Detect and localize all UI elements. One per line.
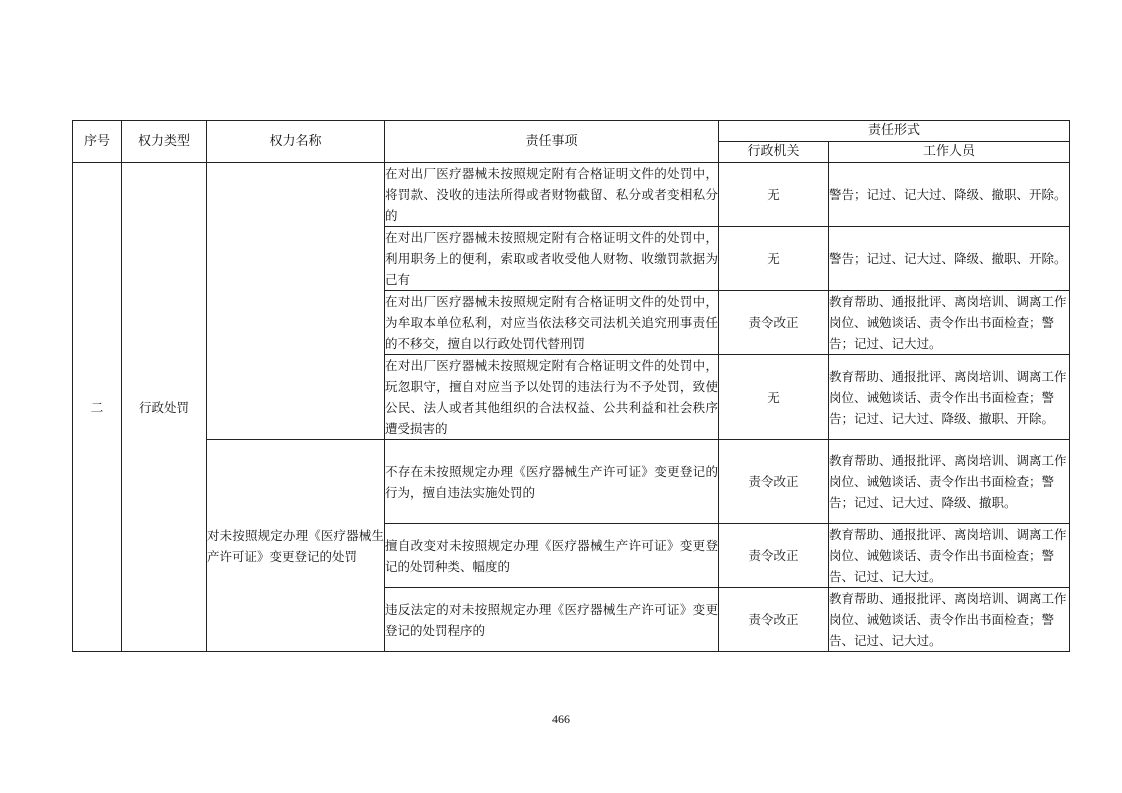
agency-cell: 责令改正	[719, 524, 829, 588]
seq-cell: 二	[73, 163, 122, 652]
header-power-name: 权力名称	[207, 121, 385, 163]
staff-cell: 教育帮助、通报批评、离岗培训、调离工作岗位、诫勉谈话、责令作出书面检查；警告、记过、记大过。	[829, 524, 1070, 588]
power-name-cell-empty	[207, 163, 385, 440]
staff-cell: 教育帮助、通报批评、离岗培训、调离工作岗位、诫勉谈话、责令作出书面检查；警告、记过、记大过。	[829, 588, 1070, 652]
agency-cell: 责令改正	[719, 588, 829, 652]
matter-cell: 在对出厂医疗器械未按照规定附有合格证明文件的处罚中，为牟取本单位私利，对应当依法移交司法机关追究刑事责任的不移交，擅自以行政处罚代替刑罚	[385, 291, 719, 355]
matter-cell: 在对出厂医疗器械未按照规定附有合格证明文件的处罚中，利用职务上的便利，索取或者收受他人财物、收缴罚款据为己有	[385, 227, 719, 291]
agency-cell: 无	[719, 163, 829, 227]
matter-cell: 在对出厂医疗器械未按照规定附有合格证明文件的处罚中，玩忽职守，擅自对应当予以处罚的违法行为不予处罚，致使公民、法人或者其他组织的合法权益、公共利益和社会秩序遭受损害的	[385, 355, 719, 440]
header-staff: 工作人员	[829, 142, 1070, 163]
header-form: 责任形式	[719, 121, 1070, 142]
power-name-cell: 对未按照规定办理《医疗器械生产许可证》变更登记的处罚	[207, 440, 385, 652]
table-row	[73, 163, 1070, 227]
staff-cell: 教育帮助、通报批评、离岗培训、调离工作岗位、诫勉谈话、责令作出书面检查；警告；记过、记大过、降级、撤职。	[829, 440, 1070, 524]
staff-cell: 教育帮助、通报批评、离岗培训、调离工作岗位、诫勉谈话、责令作出书面检查；警告；记过、记大过、降级、撤职、开除。	[829, 355, 1070, 440]
agency-cell: 责令改正	[719, 291, 829, 355]
agency-cell: 责令改正	[719, 440, 829, 524]
staff-cell: 警告；记过、记大过、降级、撤职、开除。	[829, 227, 1070, 291]
staff-cell: 警告；记过、记大过、降级、撤职、开除。	[829, 163, 1070, 227]
matter-cell: 在对出厂医疗器械未按照规定附有合格证明文件的处罚中，将罚款、没收的违法所得或者财物截留、私分或者变相私分的	[385, 163, 719, 227]
agency-cell: 无	[719, 227, 829, 291]
header-power-type: 权力类型	[122, 121, 207, 163]
matter-cell: 擅自改变对未按照规定办理《医疗器械生产许可证》变更登记的处罚种类、幅度的	[385, 524, 719, 588]
agency-cell: 无	[719, 355, 829, 440]
header-seq: 序号	[73, 121, 122, 163]
header-matter: 责任事项	[385, 121, 719, 163]
header-row	[73, 121, 1070, 142]
matter-cell: 不存在未按照规定办理《医疗器械生产许可证》变更登记的行为，擅自违法实施处罚的	[385, 440, 719, 524]
power-type-cell: 行政处罚	[122, 163, 207, 652]
responsibility-table	[72, 120, 1070, 652]
header-agency: 行政机关	[719, 142, 829, 163]
matter-cell: 违反法定的对未按照规定办理《医疗器械生产许可证》变更登记的处罚程序的	[385, 588, 719, 652]
staff-cell: 教育帮助、通报批评、离岗培训、调离工作岗位、诫勉谈话、责令作出书面检查；警告；记过、记大过。	[829, 291, 1070, 355]
table-row	[73, 440, 1070, 524]
page-number: 466	[552, 712, 570, 726]
